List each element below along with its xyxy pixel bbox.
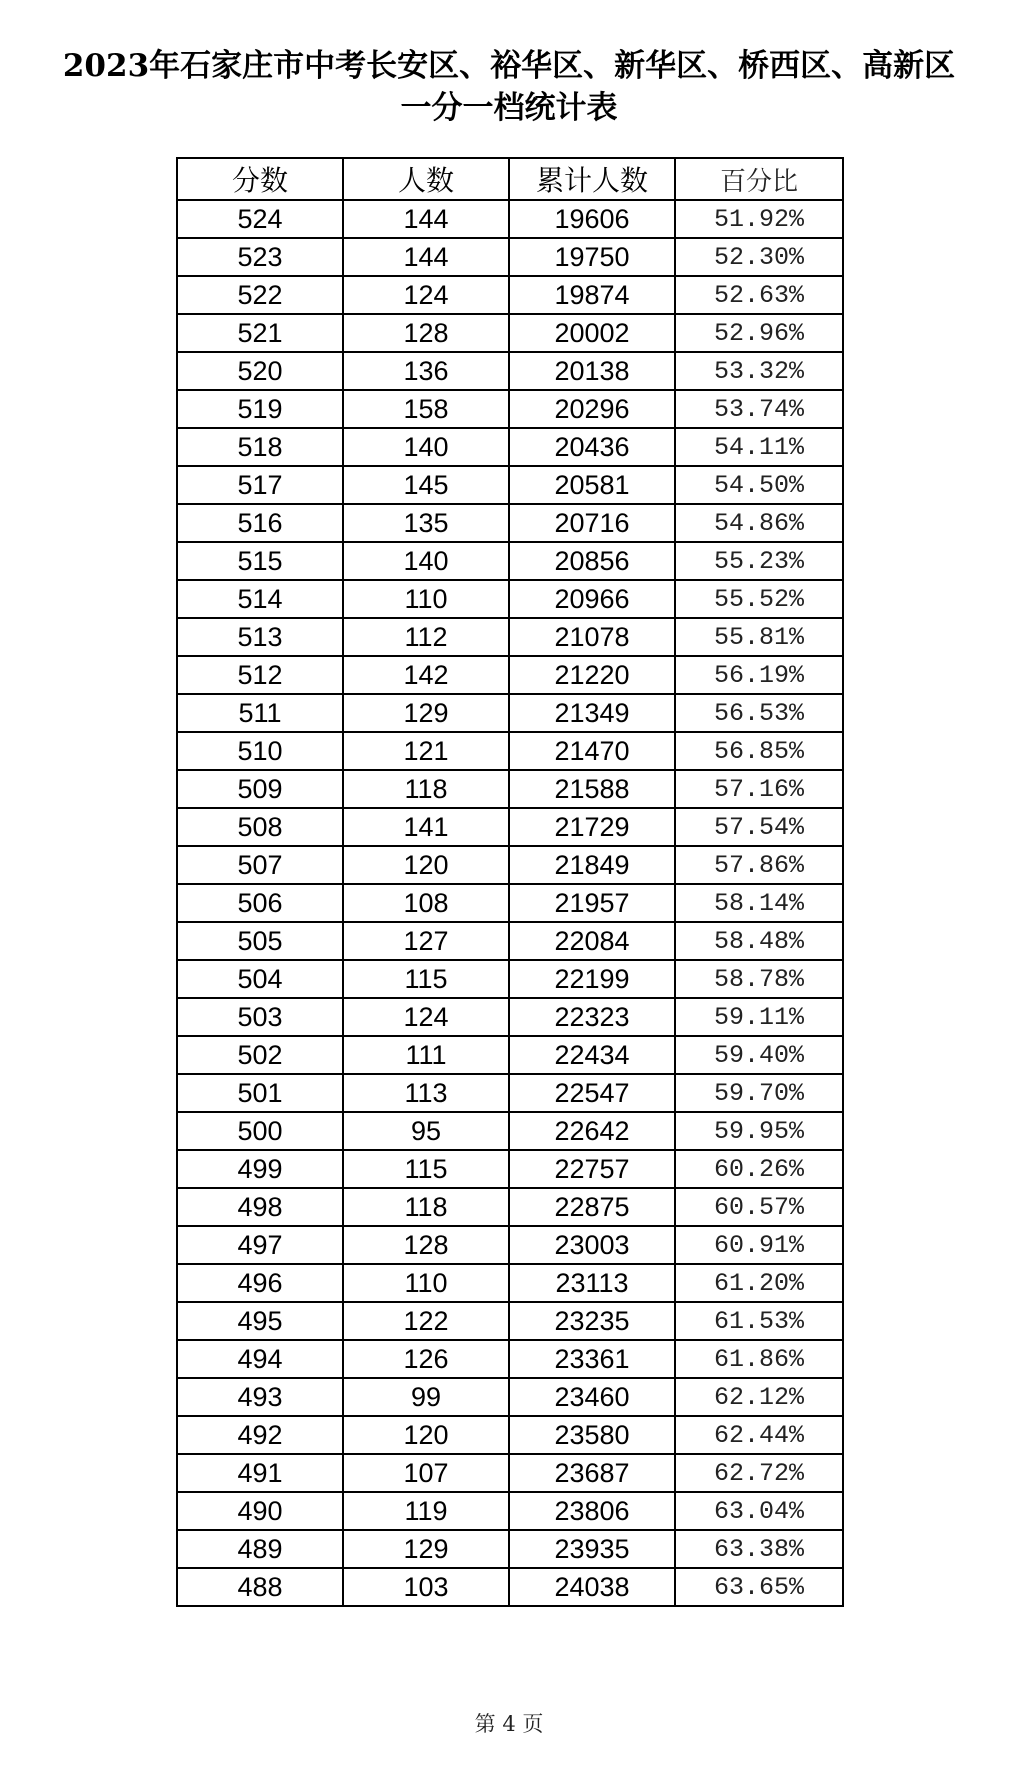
cumulative-cell: 23580 — [509, 1416, 675, 1454]
cumulative-cell: 23003 — [509, 1226, 675, 1264]
percentage-cell: 62.12% — [675, 1378, 843, 1416]
score-cell: 523 — [177, 238, 343, 276]
header-percentage: 百分比 — [675, 158, 843, 200]
count-cell: 129 — [343, 694, 509, 732]
percentage-cell: 61.86% — [675, 1340, 843, 1378]
count-cell: 145 — [343, 466, 509, 504]
score-cell: 524 — [177, 200, 343, 238]
count-cell: 118 — [343, 770, 509, 808]
table-row — [177, 428, 843, 466]
cumulative-cell: 20581 — [509, 466, 675, 504]
percentage-cell: 58.78% — [675, 960, 843, 998]
table-row — [177, 618, 843, 656]
table-row — [177, 694, 843, 732]
table-row — [177, 1492, 843, 1530]
cumulative-cell: 23113 — [509, 1264, 675, 1302]
cumulative-cell: 20966 — [509, 580, 675, 618]
table-row — [177, 1188, 843, 1226]
percentage-cell: 62.44% — [675, 1416, 843, 1454]
count-cell: 124 — [343, 998, 509, 1036]
cumulative-cell: 19750 — [509, 238, 675, 276]
page-number: 第 4 页 — [474, 1712, 544, 1736]
cumulative-cell: 20856 — [509, 542, 675, 580]
cumulative-cell: 21220 — [509, 656, 675, 694]
score-cell: 511 — [177, 694, 343, 732]
table-row — [177, 770, 843, 808]
count-cell: 142 — [343, 656, 509, 694]
table-row — [177, 352, 843, 390]
table-row — [177, 276, 843, 314]
percentage-cell: 53.32% — [675, 352, 843, 390]
count-cell: 140 — [343, 542, 509, 580]
percentage-cell: 53.74% — [675, 390, 843, 428]
table-row — [177, 884, 843, 922]
count-cell: 120 — [343, 1416, 509, 1454]
cumulative-cell: 22199 — [509, 960, 675, 998]
table-row — [177, 390, 843, 428]
cumulative-cell: 20138 — [509, 352, 675, 390]
table-row — [177, 580, 843, 618]
percentage-cell: 60.91% — [675, 1226, 843, 1264]
percentage-cell: 63.04% — [675, 1492, 843, 1530]
count-cell: 115 — [343, 960, 509, 998]
cumulative-cell: 21588 — [509, 770, 675, 808]
score-cell: 519 — [177, 390, 343, 428]
table-row — [177, 922, 843, 960]
percentage-cell: 56.85% — [675, 732, 843, 770]
percentage-cell: 55.23% — [675, 542, 843, 580]
percentage-cell: 55.52% — [675, 580, 843, 618]
score-cell: 517 — [177, 466, 343, 504]
cumulative-cell: 21957 — [509, 884, 675, 922]
score-cell: 515 — [177, 542, 343, 580]
count-cell: 118 — [343, 1188, 509, 1226]
table-row — [177, 998, 843, 1036]
cumulative-cell: 19874 — [509, 276, 675, 314]
score-cell: 488 — [177, 1568, 343, 1606]
cumulative-cell: 23935 — [509, 1530, 675, 1568]
table-row — [177, 504, 843, 542]
table-row — [177, 960, 843, 998]
percentage-cell: 58.48% — [675, 922, 843, 960]
cumulative-cell: 22642 — [509, 1112, 675, 1150]
score-cell: 490 — [177, 1492, 343, 1530]
count-cell: 126 — [343, 1340, 509, 1378]
count-cell: 122 — [343, 1302, 509, 1340]
cumulative-cell: 21078 — [509, 618, 675, 656]
table-row — [177, 1568, 843, 1606]
score-cell: 508 — [177, 808, 343, 846]
count-cell: 113 — [343, 1074, 509, 1112]
table-row — [177, 1416, 843, 1454]
table-row — [177, 1530, 843, 1568]
table-body — [177, 200, 843, 1606]
count-cell: 103 — [343, 1568, 509, 1606]
table-row — [177, 238, 843, 276]
cumulative-cell: 23806 — [509, 1492, 675, 1530]
cumulative-cell: 22547 — [509, 1074, 675, 1112]
table-row — [177, 1112, 843, 1150]
cumulative-cell: 22434 — [509, 1036, 675, 1074]
table-header-row — [177, 158, 843, 200]
table-row — [177, 808, 843, 846]
count-cell: 129 — [343, 1530, 509, 1568]
count-cell: 144 — [343, 200, 509, 238]
count-cell: 110 — [343, 580, 509, 618]
count-cell: 158 — [343, 390, 509, 428]
table-row — [177, 200, 843, 238]
count-cell: 120 — [343, 846, 509, 884]
count-cell: 135 — [343, 504, 509, 542]
score-cell: 521 — [177, 314, 343, 352]
score-cell: 518 — [177, 428, 343, 466]
score-distribution-table — [176, 157, 844, 1607]
table-row — [177, 1302, 843, 1340]
score-cell: 503 — [177, 998, 343, 1036]
percentage-cell: 61.20% — [675, 1264, 843, 1302]
cumulative-cell: 22757 — [509, 1150, 675, 1188]
score-cell: 491 — [177, 1454, 343, 1492]
count-cell: 136 — [343, 352, 509, 390]
count-cell: 111 — [343, 1036, 509, 1074]
cumulative-cell: 19606 — [509, 200, 675, 238]
count-cell: 144 — [343, 238, 509, 276]
percentage-cell: 56.53% — [675, 694, 843, 732]
cumulative-cell: 23460 — [509, 1378, 675, 1416]
header-cumulative: 累计人数 — [509, 158, 675, 200]
percentage-cell: 63.38% — [675, 1530, 843, 1568]
document-subtitle: 一分一档统计表 — [400, 90, 618, 126]
table-row — [177, 1264, 843, 1302]
percentage-cell: 58.14% — [675, 884, 843, 922]
percentage-cell: 54.86% — [675, 504, 843, 542]
cumulative-cell: 22323 — [509, 998, 675, 1036]
count-cell: 115 — [343, 1150, 509, 1188]
count-cell: 127 — [343, 922, 509, 960]
table-row — [177, 542, 843, 580]
count-cell: 107 — [343, 1454, 509, 1492]
cumulative-cell: 24038 — [509, 1568, 675, 1606]
percentage-cell: 57.54% — [675, 808, 843, 846]
score-cell: 502 — [177, 1036, 343, 1074]
score-cell: 506 — [177, 884, 343, 922]
table-row — [177, 1074, 843, 1112]
table-row — [177, 1150, 843, 1188]
score-cell: 499 — [177, 1150, 343, 1188]
score-cell: 507 — [177, 846, 343, 884]
percentage-cell: 60.26% — [675, 1150, 843, 1188]
cumulative-cell: 20002 — [509, 314, 675, 352]
cumulative-cell: 23361 — [509, 1340, 675, 1378]
percentage-cell: 54.11% — [675, 428, 843, 466]
cumulative-cell: 20296 — [509, 390, 675, 428]
table-row — [177, 1454, 843, 1492]
table-row — [177, 1340, 843, 1378]
score-cell: 520 — [177, 352, 343, 390]
count-cell: 112 — [343, 618, 509, 656]
table-row — [177, 314, 843, 352]
cumulative-cell: 22875 — [509, 1188, 675, 1226]
percentage-cell: 63.65% — [675, 1568, 843, 1606]
percentage-cell: 52.96% — [675, 314, 843, 352]
document-title: 2023年石家庄市中考长安区、裕华区、新华区、桥西区、高新区 — [62, 48, 956, 84]
percentage-cell: 62.72% — [675, 1454, 843, 1492]
count-cell: 108 — [343, 884, 509, 922]
percentage-cell: 59.95% — [675, 1112, 843, 1150]
cumulative-cell: 21470 — [509, 732, 675, 770]
table-row — [177, 656, 843, 694]
header-score: 分数 — [177, 158, 343, 200]
score-cell: 494 — [177, 1340, 343, 1378]
percentage-cell: 55.81% — [675, 618, 843, 656]
score-cell: 504 — [177, 960, 343, 998]
percentage-cell: 54.50% — [675, 466, 843, 504]
score-cell: 498 — [177, 1188, 343, 1226]
score-cell: 522 — [177, 276, 343, 314]
score-cell: 509 — [177, 770, 343, 808]
count-cell: 124 — [343, 276, 509, 314]
percentage-cell: 60.57% — [675, 1188, 843, 1226]
cumulative-cell: 21849 — [509, 846, 675, 884]
cumulative-cell: 23235 — [509, 1302, 675, 1340]
table-row — [177, 1378, 843, 1416]
cumulative-cell: 21349 — [509, 694, 675, 732]
score-cell: 516 — [177, 504, 343, 542]
cumulative-cell: 20436 — [509, 428, 675, 466]
table-row — [177, 466, 843, 504]
cumulative-cell: 20716 — [509, 504, 675, 542]
score-cell: 495 — [177, 1302, 343, 1340]
table-row — [177, 1226, 843, 1264]
count-cell: 140 — [343, 428, 509, 466]
count-cell: 128 — [343, 314, 509, 352]
score-cell: 493 — [177, 1378, 343, 1416]
count-cell: 95 — [343, 1112, 509, 1150]
percentage-cell: 52.30% — [675, 238, 843, 276]
cumulative-cell: 22084 — [509, 922, 675, 960]
score-cell: 497 — [177, 1226, 343, 1264]
percentage-cell: 56.19% — [675, 656, 843, 694]
score-cell: 512 — [177, 656, 343, 694]
score-cell: 505 — [177, 922, 343, 960]
percentage-cell: 57.16% — [675, 770, 843, 808]
count-cell: 110 — [343, 1264, 509, 1302]
score-cell: 489 — [177, 1530, 343, 1568]
count-cell: 141 — [343, 808, 509, 846]
score-cell: 496 — [177, 1264, 343, 1302]
score-cell: 500 — [177, 1112, 343, 1150]
count-cell: 128 — [343, 1226, 509, 1264]
score-cell: 514 — [177, 580, 343, 618]
table-row — [177, 846, 843, 884]
cumulative-cell: 23687 — [509, 1454, 675, 1492]
score-cell: 513 — [177, 618, 343, 656]
table-row — [177, 732, 843, 770]
percentage-cell: 59.40% — [675, 1036, 843, 1074]
percentage-cell: 51.92% — [675, 200, 843, 238]
score-cell: 510 — [177, 732, 343, 770]
count-cell: 121 — [343, 732, 509, 770]
percentage-cell: 59.11% — [675, 998, 843, 1036]
header-count: 人数 — [343, 158, 509, 200]
percentage-cell: 57.86% — [675, 846, 843, 884]
table-row — [177, 1036, 843, 1074]
score-cell: 492 — [177, 1416, 343, 1454]
percentage-cell: 52.63% — [675, 276, 843, 314]
score-cell: 501 — [177, 1074, 343, 1112]
percentage-cell: 59.70% — [675, 1074, 843, 1112]
cumulative-cell: 21729 — [509, 808, 675, 846]
percentage-cell: 61.53% — [675, 1302, 843, 1340]
count-cell: 119 — [343, 1492, 509, 1530]
count-cell: 99 — [343, 1378, 509, 1416]
